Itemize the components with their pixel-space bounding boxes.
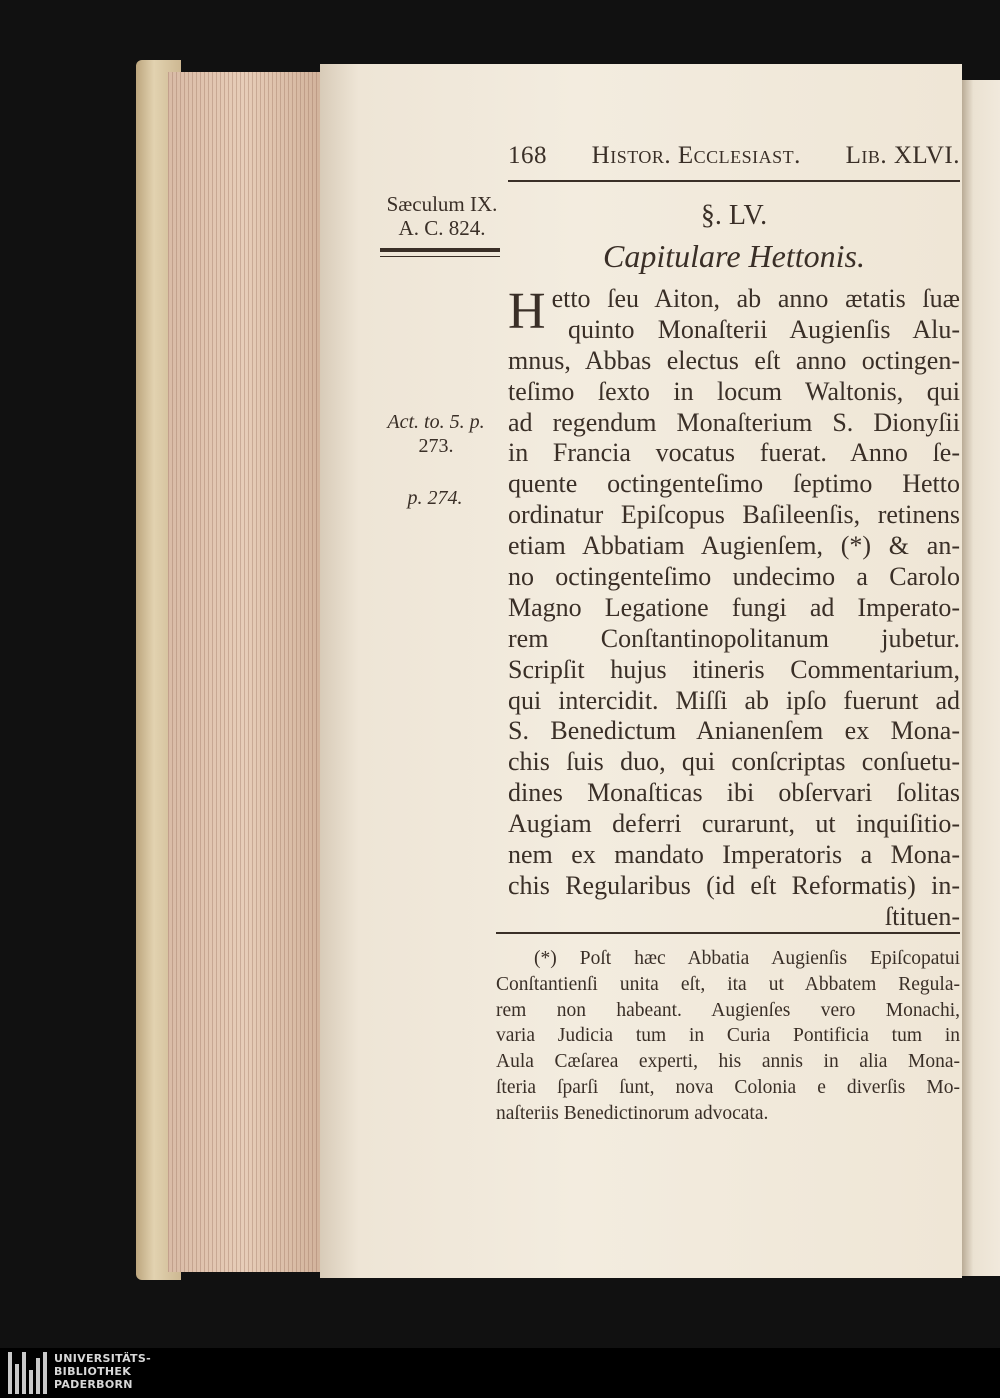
footnote-rule [496,932,960,934]
margin-year: A. C. 824. [398,216,486,240]
drop-cap: H [508,283,546,340]
body-line: no octingenteſimo undecimo a Carolo [508,562,960,592]
margin-note-2: p. 274. [407,487,463,509]
margin-note-1 [376,410,496,458]
page-number: 168 [508,142,547,169]
library-name-line-2: BIBLIOTHEK [54,1365,132,1378]
footnote-line: naſteriis Benedictinorum advocata. [496,1102,769,1124]
footnote-line: Aula Cæſarea experti, his annis in alia Mona- [496,1051,960,1073]
body-line: chis Regularibus (id eſt Reformatis) in- [508,870,960,900]
running-head [508,142,960,170]
margin-note-1-a: Act. to. 5. p. [387,411,485,433]
body-line: Magno Legatione fungi ad Imperato- [508,592,960,622]
running-title: Histor. Ecclesiast. [591,142,801,169]
footnote-line: ſteria ſparſi ſunt, nova Colonia e diverſis Mo- [496,1076,960,1098]
footnote-line: rem non habeant. Augienſes vero Monachi, [496,999,960,1021]
section-number: §. LV. [700,200,768,231]
margin-century: Sæculum IX. [386,192,498,216]
body-line: rem Conſtantinopolitanum jubetur. [508,623,960,653]
body-line: quinto Monaſterii Augienſis Alu- [568,314,960,344]
body-line: dines Monaſticas ibi obſervari ſolitas [508,778,960,808]
library-name-line-1: UNIVERSITÄTS- [54,1352,151,1365]
body-line: qui intercidit. Miſſi ab ipſo fuerunt ad [508,685,960,715]
library-name-line-3: PADERBORN [54,1378,133,1391]
footnote-line: varia Judicia tum in Curia Pontificia tum in [496,1025,960,1047]
footnote [496,946,960,1127]
library-logo-icon [8,1352,48,1394]
facing-page-edge [962,80,1000,1276]
body-line: chis ſuis duo, qui conſcriptas conſuetu- [508,747,960,777]
body-line: etiam Abbatiam Augienſem, (*) & an- [508,531,960,561]
body-line: Scripſit hujus itineris Commentarium, [508,654,960,684]
body-line: S. Benedictum Anianenſem ex Mona- [508,716,960,746]
margin-note-1-b: 273. [418,435,454,457]
body-line: ordinatur Epiſcopus Baſileenſis, retinens [508,500,960,530]
footnote-line: (*) Poſt hæc Abbatia Augienſis Epiſcopatui [534,948,960,969]
page-edges [168,72,320,1272]
header-rule [508,180,960,182]
library-name [54,1352,151,1391]
body-line: etto ſeu Aiton, ab anno ætatis ſuæ [551,284,960,313]
body-line: ad regendum Monaſterium S. Dionyſii [508,407,960,437]
body-line: teſimo ſexto in locum Waltonis, qui [508,376,960,406]
section-title: Capitulare Hettonis. [603,238,865,274]
body-line: mnus, Abbas electus eſt anno octingen- [508,345,960,375]
book-number: Lib. XLVI. [845,142,960,169]
catchword: ſtituen- [884,901,960,931]
body-line: in Francia vocatus fuerat. Anno ſe- [508,438,960,468]
footnote-line: Conſtantienſi unita eſt, ita ut Abbatem Regula- [496,973,960,995]
body-line: quente octingenteſimo ſeptimo Hetto [508,469,960,499]
body-text [508,284,960,933]
body-line: Augiam deferri curarunt, ut inquiſitio- [508,809,960,839]
body-line: nem ex mandato Imperatoris a Mona- [508,840,960,870]
margin-rules [380,248,500,257]
margin-date [380,192,504,240]
